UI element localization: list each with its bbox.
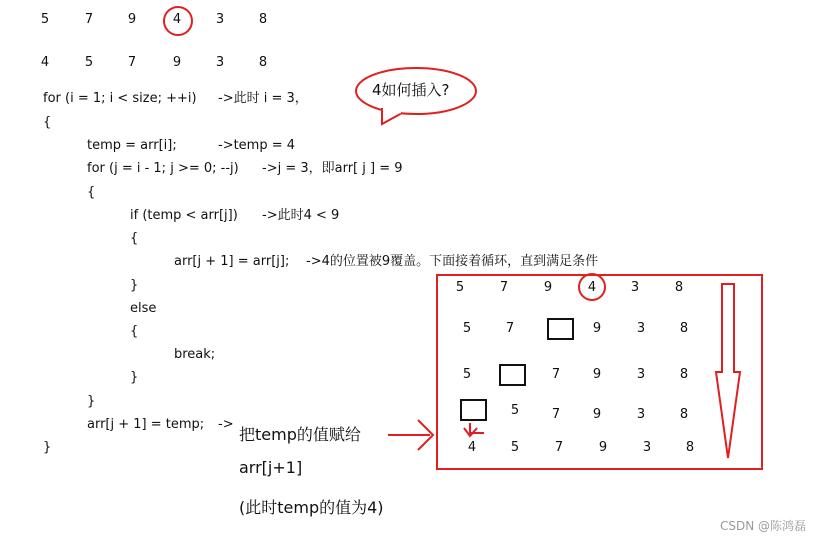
code-line: } — [87, 394, 96, 409]
code-comment: ->此时4 < 9 — [262, 208, 340, 223]
row2-value: 9 — [172, 55, 182, 70]
code-line: temp = arr[i]; — [87, 138, 177, 153]
step-value: 3 — [636, 321, 646, 336]
step-value: 3 — [630, 280, 640, 295]
row2-value: 5 — [84, 55, 94, 70]
step-value: 8 — [679, 367, 689, 382]
empty-slot — [460, 399, 487, 421]
step-value: 5 — [510, 440, 520, 455]
row2-value: 3 — [215, 55, 225, 70]
row2-value: 8 — [258, 55, 268, 70]
code-line: for (i = 1; i < size; ++i) — [43, 91, 197, 106]
row1-value: 3 — [215, 12, 225, 27]
step-value: 7 — [505, 321, 515, 336]
step-value: 9 — [592, 407, 602, 422]
step-value: 7 — [554, 440, 564, 455]
code-line: if (temp < arr[j]) — [130, 208, 238, 223]
step-value: 9 — [598, 440, 608, 455]
row2-value: 4 — [40, 55, 50, 70]
code-comment: ->此时 i = 3， — [218, 91, 308, 106]
code-line: { — [87, 185, 96, 200]
code-line: for (j = i - 1; j >= 0; --j) — [87, 161, 239, 176]
speech-bubble-text: 4如何插入? — [372, 81, 450, 99]
code-line: } — [130, 278, 139, 293]
step-value: 8 — [685, 440, 695, 455]
step-value: 3 — [636, 367, 646, 382]
step-value: 7 — [551, 407, 561, 422]
code-line: else — [130, 301, 157, 316]
step-value: 3 — [636, 407, 646, 422]
row1-value: 5 — [40, 12, 50, 27]
row2-value: 7 — [127, 55, 137, 70]
empty-slot — [499, 364, 526, 386]
code-line: arr[j + 1] = temp; — [87, 417, 205, 432]
step-value: 7 — [499, 280, 509, 295]
step-value: 3 — [642, 440, 652, 455]
code-comment: ->temp = 4 — [218, 138, 296, 153]
empty-slot — [547, 318, 574, 340]
step-value: 5 — [462, 367, 472, 382]
code-line: } — [43, 440, 52, 455]
side-note-line1: 把temp的值赋给 — [239, 425, 361, 444]
right-arrow-icon — [388, 420, 433, 450]
row1-value-highlighted: 4 — [172, 12, 182, 27]
code-comment: -> — [218, 417, 234, 432]
step-value: 5 — [462, 321, 472, 336]
step-value: 8 — [674, 280, 684, 295]
code-comment: ->j = 3，即arr[ j ] = 9 — [262, 161, 403, 176]
step-value: 5 — [510, 403, 520, 418]
code-line: { — [130, 324, 139, 339]
step-value: 7 — [551, 367, 561, 382]
row1-value: 9 — [127, 12, 137, 27]
step-value: 8 — [679, 321, 689, 336]
step-value: 5 — [455, 280, 465, 295]
code-line: arr[j + 1] = arr[j]; — [174, 254, 290, 269]
step-value-inserted: 4 — [467, 440, 477, 455]
side-note-line3: (此时temp的值为4) — [239, 498, 384, 517]
code-comment: ->4的位置被9覆盖。下面接着循环，直到满足条件 — [306, 254, 599, 269]
down-arrow-icon — [716, 284, 740, 458]
step-value: 8 — [679, 407, 689, 422]
code-line: { — [130, 231, 139, 246]
watermark: CSDN @陈鸿磊 — [720, 519, 807, 533]
code-line: break; — [174, 347, 216, 362]
code-line: } — [130, 370, 139, 385]
row1-value: 8 — [258, 12, 268, 27]
side-note-line2: arr[j+1] — [239, 458, 303, 477]
step-value: 9 — [592, 367, 602, 382]
insert-arrow-icon — [464, 423, 484, 436]
step-value: 9 — [592, 321, 602, 336]
step-value: 9 — [543, 280, 553, 295]
code-line: { — [43, 115, 52, 130]
row1-value: 7 — [84, 12, 94, 27]
step-value: 4 — [587, 280, 597, 295]
